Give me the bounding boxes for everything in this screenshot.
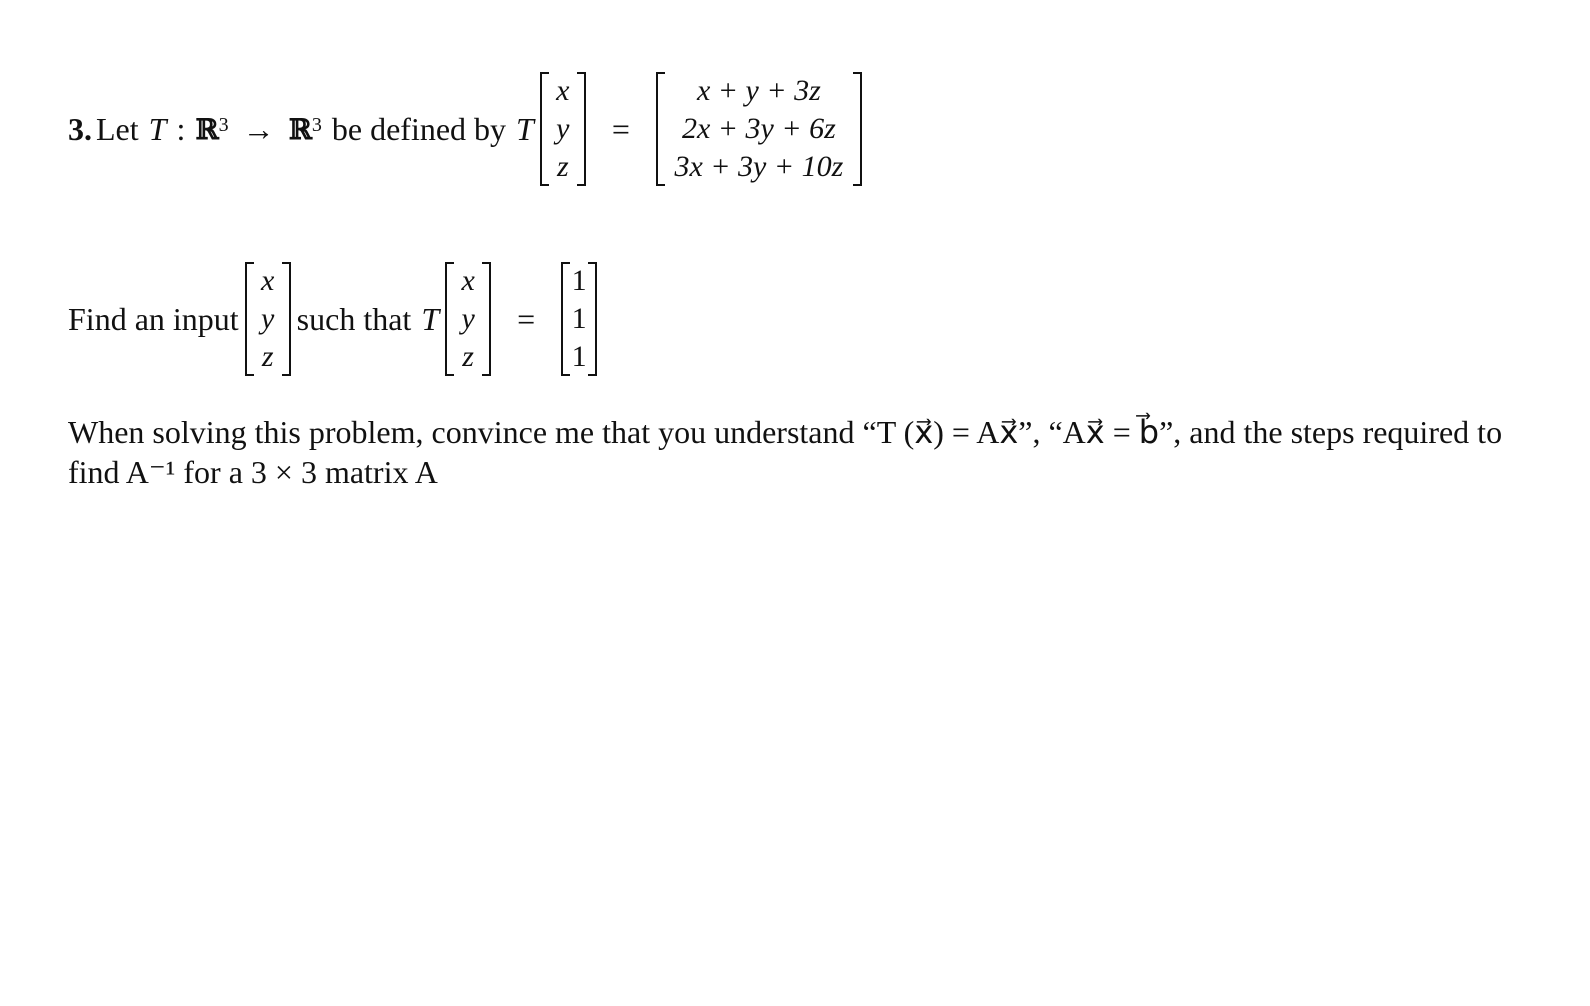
such-that-text: such that: [296, 300, 412, 337]
instructions-paragraph: [68, 412, 1568, 492]
input-vector-x: x: [556, 74, 570, 107]
problem-number: 3.: [68, 110, 92, 147]
applied-x: x: [461, 264, 475, 297]
domain-exponent: 3: [218, 113, 229, 136]
transformation-symbol-3: T: [421, 300, 440, 337]
applied-y: y: [461, 302, 475, 335]
output-row-2: 2x + 3y + 6z: [681, 112, 836, 145]
codomain-exponent: 3: [311, 113, 322, 136]
instructions-line-1: When solving this problem, convince me that you understand “T (x⃗) = Ax⃗”, “Ax⃗ = b⃗”, and the steps required to: [68, 414, 1503, 450]
applied-vector-matrix: [445, 262, 491, 376]
problem-statement: [68, 68, 868, 190]
problem-lead: Let: [96, 110, 139, 147]
unknown-vector-matrix: [245, 262, 291, 376]
instructions-line-2: find A⁻¹ for a 3 × 3 matrix A: [68, 454, 438, 490]
transformation-symbol: T: [148, 110, 167, 147]
input-vector-z: z: [557, 150, 569, 183]
input-vector-matrix: [540, 72, 586, 186]
target-row-3: 1: [571, 340, 587, 373]
codomain-R: ℝ: [288, 112, 312, 146]
domain-R: ℝ: [195, 112, 219, 146]
output-vector-matrix: [656, 72, 862, 186]
unknown-x: x: [261, 264, 275, 297]
unknown-y: y: [261, 302, 275, 335]
maps-to-arrow: →: [242, 110, 275, 147]
equals-sign: =: [611, 110, 630, 147]
output-row-1: x + y + 3z: [696, 74, 821, 107]
target-vector-matrix: [561, 262, 597, 376]
target-row-2: 1: [571, 302, 587, 335]
unknown-z: z: [261, 340, 274, 373]
colon: :: [176, 110, 186, 147]
output-row-3: 3x + 3y + 10z: [674, 150, 844, 183]
input-vector-y: y: [556, 112, 570, 145]
task-statement: [68, 258, 603, 380]
task-equals-sign: =: [517, 300, 536, 337]
target-row-1: 1: [571, 264, 587, 297]
applied-z: z: [462, 340, 474, 373]
find-input-text: Find an input: [68, 300, 239, 337]
defined-by-text: be defined by: [331, 110, 507, 147]
transformation-symbol-2: T: [516, 110, 534, 147]
